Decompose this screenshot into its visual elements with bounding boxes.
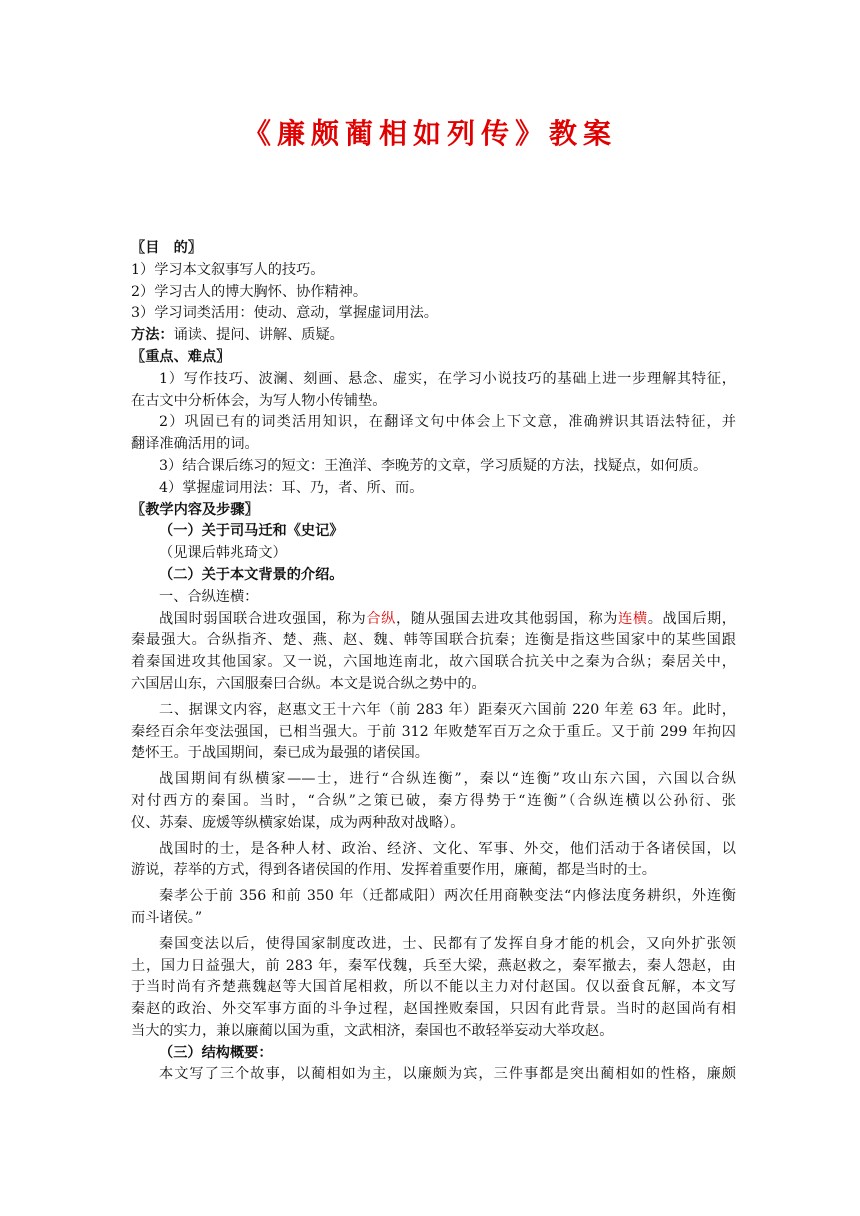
paragraph-line: 秦孝公于前 356 和前 350 年（迁都咸阳）两次任用商鞅变法“内修法度务耕织，外连衡 bbox=[159, 888, 736, 905]
paragraph-line: 而斗诸侯。” bbox=[131, 909, 203, 926]
paragraph-line: 对付西方的秦国。当时，“合纵”之策已破，秦方得势于“连衡”（合纵连横以公孙衍、张 bbox=[131, 792, 736, 809]
page-title: 《廉颇蔺相如列传》教案 bbox=[242, 117, 617, 150]
method-label: 方法： bbox=[131, 327, 174, 344]
paragraph-line: 秦国变法以后，使得国家制度改进，士、民都有了发挥自身才能的机会，又向外扩张领 bbox=[159, 935, 736, 952]
paragraph-line: 着秦国进攻其他国家。又一说，六国地连南北，故六国联合抗关中之秦为合纵；秦居关中， bbox=[131, 654, 736, 671]
paragraph-line: 楚怀王。于战国期间，秦已成为最强的诸侯国。 bbox=[131, 745, 429, 762]
term-hezong: 合纵 bbox=[366, 610, 396, 627]
reference-note: （见课后韩兆琦文） bbox=[159, 545, 287, 562]
paragraph-line: 六国居山东，六国服秦曰合纵。本文是说合纵之势中的。 bbox=[131, 675, 486, 692]
subsection-heading: （二）关于本文背景的介绍。 bbox=[159, 566, 344, 583]
paragraph-line: 本文写了三个故事，以蔺相如为主，以廉颇为宾，三件事都是突出蔺相如的性格，廉颇 bbox=[159, 1066, 736, 1083]
method-text: 诵读、提问、讲解、质疑。 bbox=[173, 327, 344, 344]
goal-item: 2）学习古人的博大胸怀、协作精神。 bbox=[131, 283, 368, 300]
paragraph-line: 仪、苏秦、庞煖等纵横家始谋，成为两种敌对战略）。 bbox=[131, 814, 465, 831]
section-heading-key: 〖重点、难点〗 bbox=[131, 348, 231, 365]
paragraph-line: 二、据课文内容，赵惠文王十六年（前 283 年）距秦灭六国前 220 年差 63 年。此时， bbox=[159, 701, 736, 718]
paragraph-line: 战国期间有纵横家——士，进行“合纵连衡”，秦以“连衡”攻山东六国，六国以合纵 bbox=[159, 771, 736, 788]
section-heading-steps: 〖教学内容及步骤〗 bbox=[131, 501, 259, 518]
subsection-heading: （三）结构概要： bbox=[159, 1044, 273, 1061]
text-run: 战国时弱国联合进攻强国，称为 bbox=[159, 610, 367, 627]
paragraph-line: 秦经百余年变法强国，已相当强大。于前 312 年败楚军百万之众于重丘。又于前 299 年拘囚 bbox=[131, 723, 736, 740]
text-run: ，随从强国去进攻其他弱国，称为 bbox=[395, 610, 619, 627]
section-heading-goal: 〖目 的〗 bbox=[131, 240, 202, 256]
paragraph-line bbox=[131, 609, 736, 631]
term-lianheng: 连横 bbox=[618, 610, 648, 627]
paragraph-line: 土，国力日益强大，前 283 年，秦军伐魏，兵至大梁，燕赵救之，秦军撤去，秦人怨赵，由 bbox=[131, 957, 736, 974]
paragraph-line: 秦赵的政治、外交军事方面的斗争过程，赵国挫败秦国，只因有此背景。当时的赵国尚有相 bbox=[131, 1001, 736, 1018]
key-point-line: 2）巩固已有的词类活用知识，在翻译文句中体会上下文意，准确辨识其语法特征，并 bbox=[159, 414, 736, 431]
key-point-line: 1）写作技巧、波澜、刻画、悬念、虚实，在学习小说技巧的基础上进一步理解其特征， bbox=[159, 370, 736, 387]
paragraph-line: 战国时的士，是各种人材、政治、经济、文化、军事、外交，他们活动于各诸侯国，以 bbox=[159, 840, 736, 857]
subsection-heading: （一）关于司马迁和《史记》 bbox=[159, 523, 344, 540]
key-point-line: 在古文中分析体会，为写人物小传铺垫。 bbox=[131, 392, 387, 409]
text-run: 。战国后期， bbox=[647, 610, 736, 627]
key-point-line: 3）结合课后练习的短文：王渔洋、李晚芳的文章，学习质疑的方法，找疑点，如何质。 bbox=[159, 457, 708, 474]
key-point-line: 翻译准确活用的词。 bbox=[131, 436, 259, 453]
paragraph-line: 于当时尚有齐楚燕魏赵等大国首尾相救，所以不能以主力对付赵国。仅以蚕食瓦解，本文写 bbox=[131, 979, 736, 996]
document-body bbox=[131, 238, 736, 1086]
goal-item: 3）学习词类活用：使动、意动，掌握虚词用法。 bbox=[131, 305, 438, 322]
goal-item: 1）学习本文叙事写人的技巧。 bbox=[131, 261, 325, 278]
paragraph-line: 当大的实力，兼以廉蔺以国为重，文武相济，秦国也不敢轻举妄动大举攻赵。 bbox=[131, 1022, 614, 1039]
paragraph-line: 游说，荐举的方式，得到各诸侯国的作用、发挥着重要作用，廉蔺，都是当时的士。 bbox=[131, 862, 656, 879]
sub-item-heading: 一、合纵连横： bbox=[159, 588, 259, 605]
method-line bbox=[131, 325, 736, 347]
paragraph-line: 秦最强大。合纵指齐、楚、燕、赵、魏、韩等国联合抗秦；连衡是指这些国家中的某些国跟 bbox=[131, 632, 736, 649]
key-point-line: 4）掌握虚词用法：耳、乃，者、所、而。 bbox=[159, 479, 424, 496]
